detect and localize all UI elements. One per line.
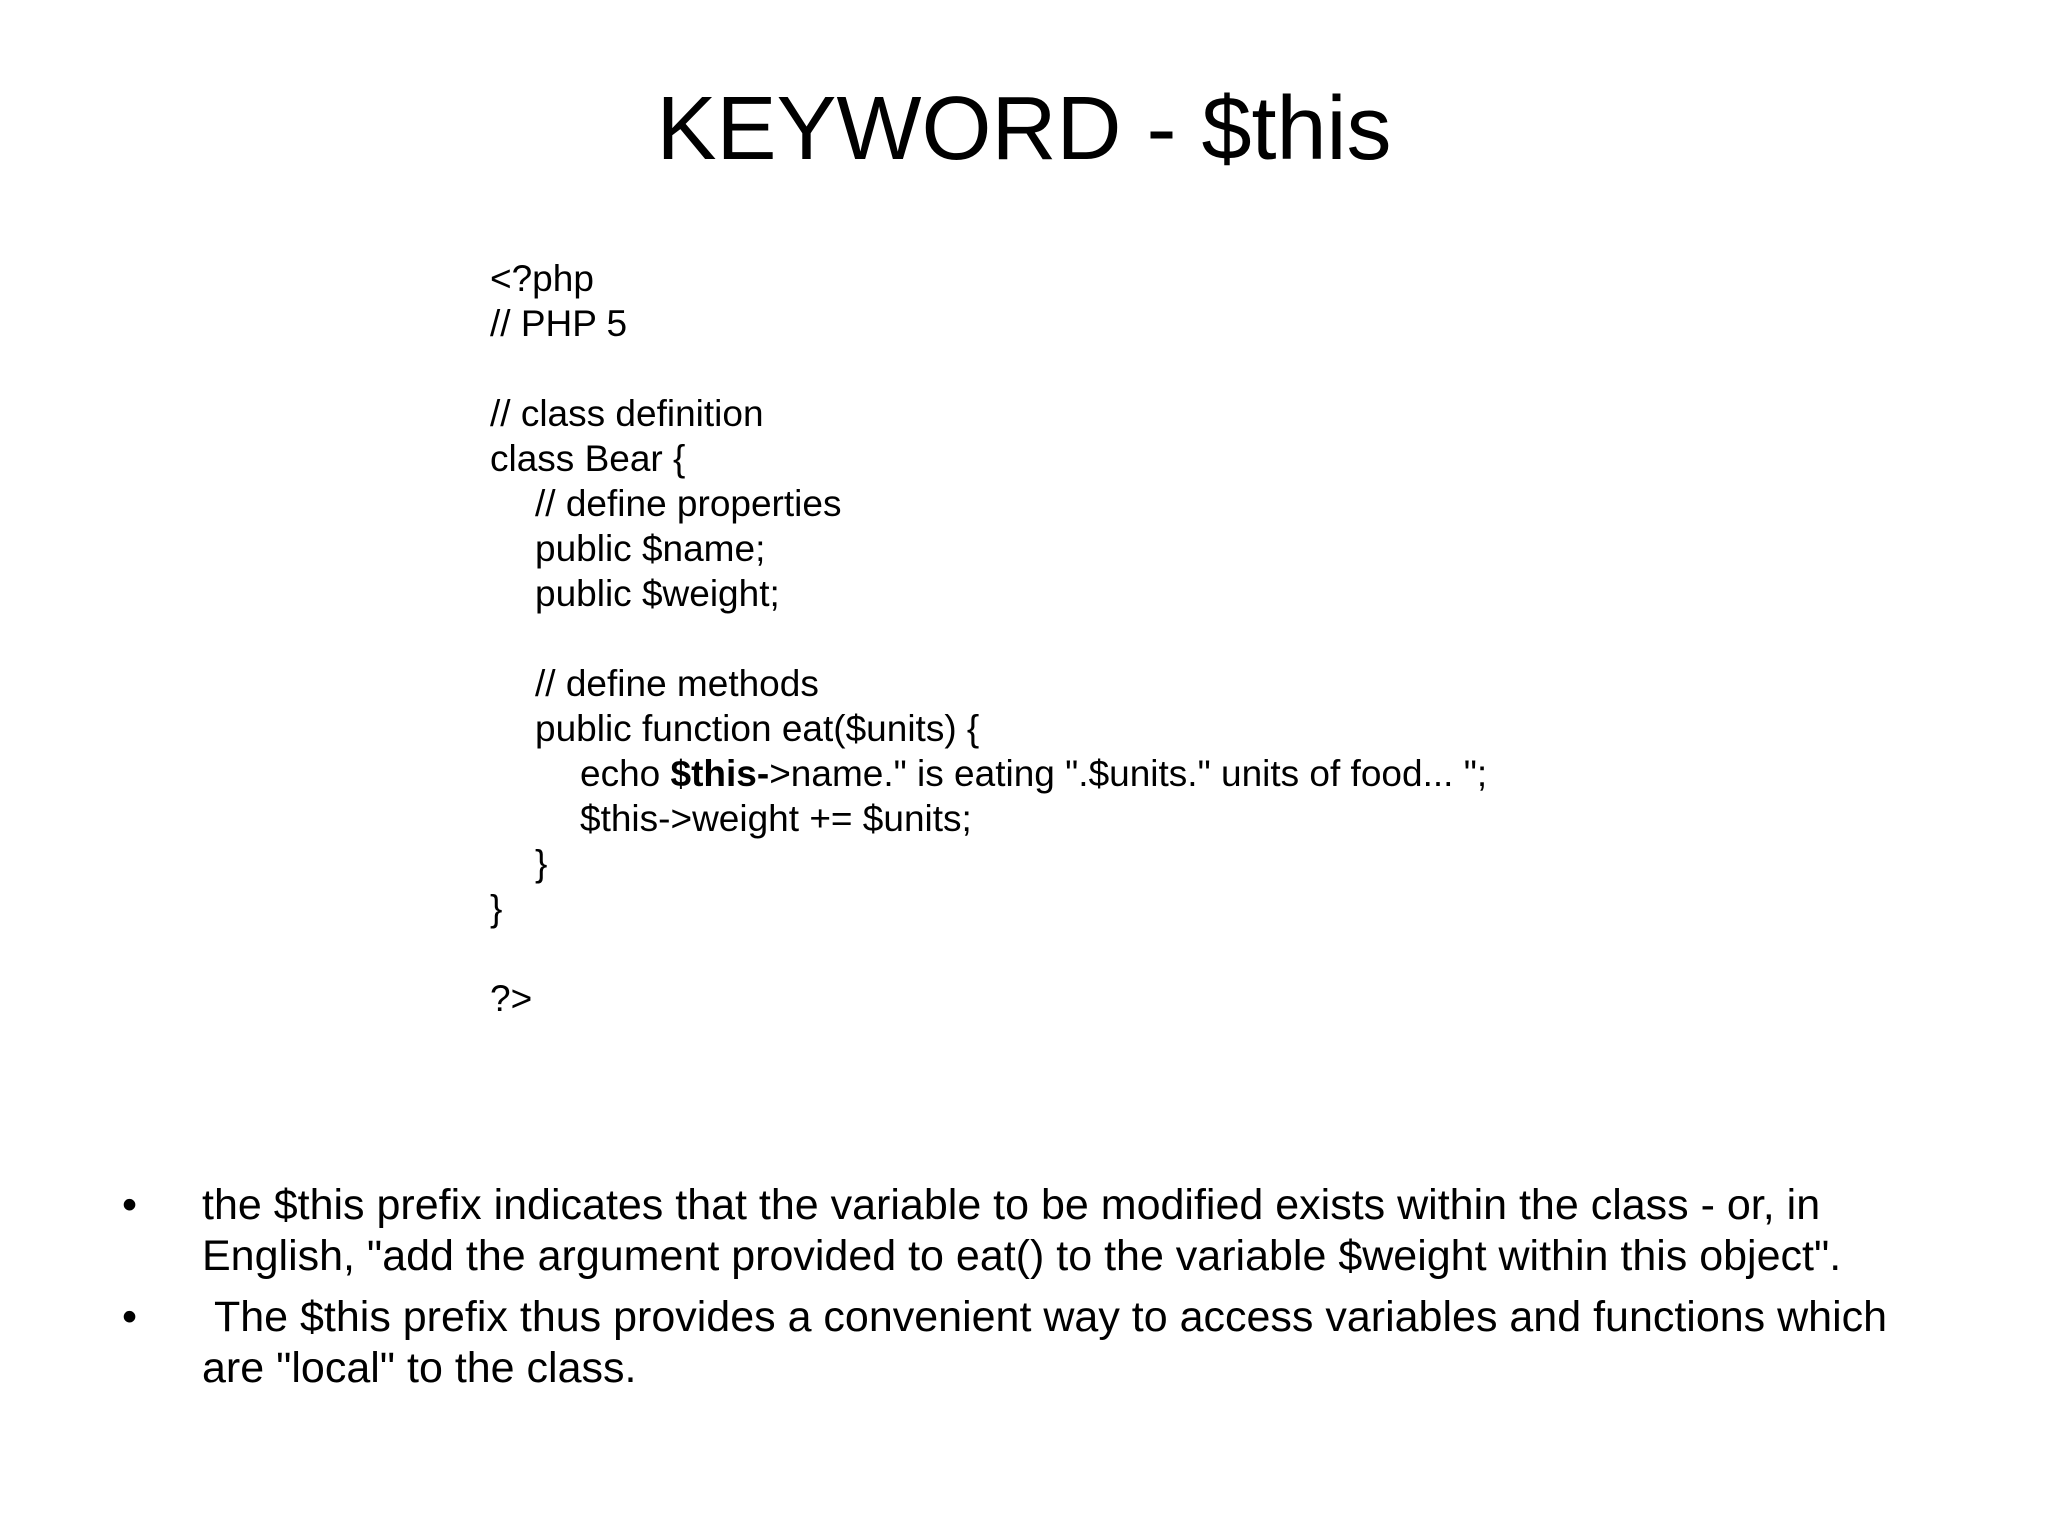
code-line: ?> xyxy=(490,978,533,1019)
code-line: } xyxy=(535,843,548,884)
bullet-icon: • xyxy=(122,1293,138,1341)
code-line: // PHP 5 xyxy=(490,303,628,344)
code-line: public function eat($units) { xyxy=(535,708,980,749)
bullet-item xyxy=(118,1292,1948,1394)
bullet-text: The $this prefix thus provides a convenient way to access variables and functions which are "local" to the class. xyxy=(202,1293,1900,1392)
bullet-item xyxy=(118,1180,1948,1282)
code-block xyxy=(490,256,1487,1021)
echo-keyword: echo xyxy=(580,753,671,794)
this-keyword-bold: $this- xyxy=(670,753,770,794)
bullet-text: the $this prefix indicates that the variable to be modified exists within the class - or, in English, "add the argument provided to eat() to the variable $weight within this object". xyxy=(202,1181,1842,1280)
code-line: // define methods xyxy=(535,663,819,704)
code-line: } xyxy=(490,888,503,929)
code-line: public $weight; xyxy=(535,573,780,614)
code-line xyxy=(490,346,1487,391)
bullet-list xyxy=(118,1180,1948,1404)
code-line: $this->weight += $units; xyxy=(580,798,972,839)
bullet-icon: • xyxy=(122,1181,138,1229)
code-line: public $name; xyxy=(535,528,766,569)
code-line-echo xyxy=(490,751,1487,796)
code-line: <?php xyxy=(490,258,594,299)
code-line xyxy=(490,931,1487,976)
code-line: // define properties xyxy=(535,483,842,524)
echo-rest: >name." is eating ".$units." units of food... "; xyxy=(769,753,1488,794)
slide-title: KEYWORD - $this xyxy=(656,79,1392,179)
code-line: class Bear { xyxy=(490,438,686,479)
code-line xyxy=(490,616,1487,661)
code-line: // class definition xyxy=(490,393,764,434)
